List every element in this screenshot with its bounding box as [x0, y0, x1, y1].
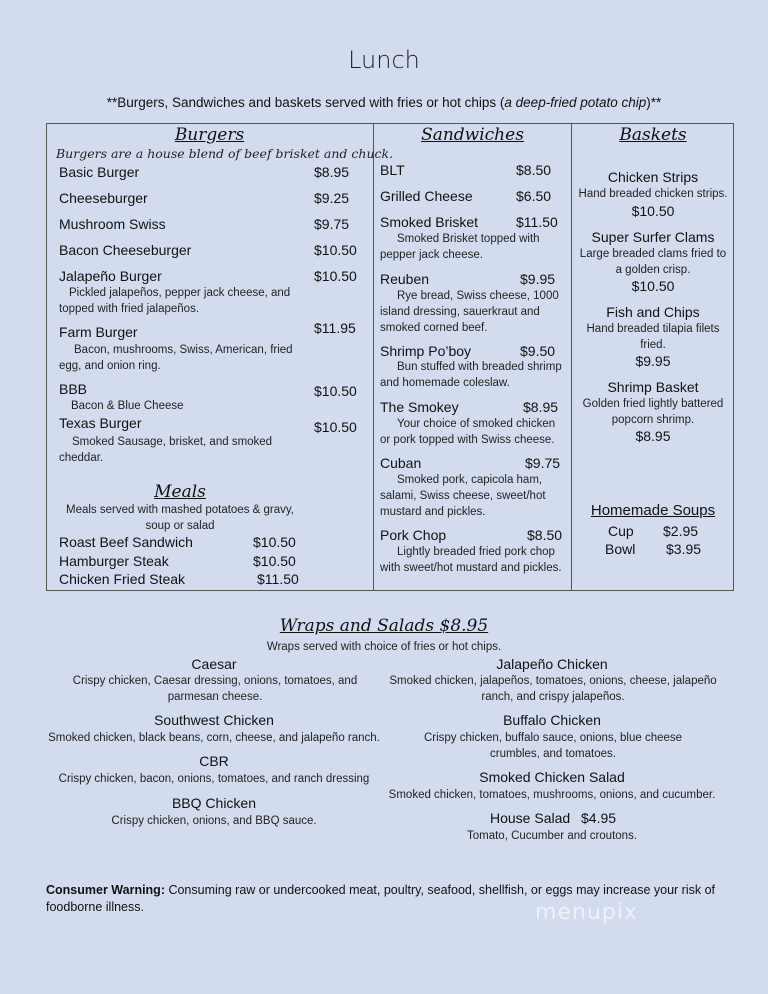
menu-item-name: Shrimp Basket — [607, 379, 699, 395]
menu-item-price: $9.95 — [520, 271, 556, 287]
menu-item-name: Roast Beef Sandwich — [59, 534, 193, 550]
menu-item-desc: Crispy chicken, Caesar dressing, onions, tomatoes, and parmesan cheese. — [72, 675, 358, 703]
menu-item-price: $10.50 — [631, 278, 675, 294]
menu-item-name: Cheeseburger — [59, 190, 148, 206]
menu-item-name: Chicken Strips — [607, 169, 699, 185]
menu-item-name: BBB — [59, 381, 88, 397]
menu-item-desc: Golden fried lightly battered popcorn shrimp. — [582, 398, 724, 426]
menu-item-desc: Crispy chicken, bacon, onions, tomatoes, and ranch dressing — [58, 773, 370, 785]
page-title: Lunch — [348, 46, 420, 74]
menu-item-desc: Bun stuffed with breaded shrimp and homemade coleslaw. — [380, 361, 562, 389]
menu-item-name: The Smokey — [380, 399, 459, 415]
column-divider — [571, 123, 572, 591]
menu-item-price: $2.95 — [663, 523, 699, 539]
menu-item-price: $10.50 — [314, 242, 357, 258]
soups-heading: Homemade Soups — [590, 502, 716, 519]
menu-item-price: $9.75 — [314, 216, 350, 232]
menu-item-name: Jalapeño Burger — [59, 268, 162, 284]
menu-item-name: BBQ Chicken — [171, 795, 257, 811]
menu-item-price: $11.50 — [257, 571, 299, 587]
menu-item-name: Super Surfer Clams — [591, 229, 715, 245]
menu-item-desc: Hand breaded chicken strips. — [578, 188, 728, 200]
consumer-warning: Consumer Warning: Consuming raw or undercooked meat, poultry, seafood, shellfish, or eggs may increase your risk of foodborne illness. — [46, 883, 716, 914]
menu-item-price: $10.50 — [253, 553, 296, 569]
menu-item-desc: Your choice of smoked chicken or pork topped with Swiss cheese. — [380, 418, 556, 446]
menu-item-name: House Salad — [490, 810, 571, 826]
menu-item-price: $9.50 — [520, 343, 556, 359]
menu-item-name: Basic Burger — [59, 164, 140, 180]
wraps-note: Wraps served with choice of fries or hot chips. — [266, 641, 502, 653]
menu-item-name: Buffalo Chicken — [503, 712, 601, 728]
baskets-heading: Baskets — [619, 125, 687, 145]
menu-item-name: Bacon Cheeseburger — [59, 242, 192, 258]
menu-item-price: $11.95 — [314, 320, 356, 336]
menu-item-price: $10.50 — [631, 203, 675, 219]
menu-item-price: $9.95 — [635, 353, 671, 369]
menu-item-desc: Bacon & Blue Cheese — [71, 400, 184, 412]
menu-item-price: $3.95 — [666, 541, 702, 557]
menu-item-name: Mushroom Swiss — [59, 216, 166, 232]
menu-item-desc: Smoked chicken, black beans, corn, cheese, and jalapeño ranch. — [48, 732, 380, 744]
menu-item-desc: Crispy chicken, onions, and BBQ sauce. — [111, 815, 317, 827]
menu-item-name: Cup — [608, 523, 634, 539]
menu-item-name: Hamburger Steak — [59, 553, 169, 569]
menu-item-name: Chicken Fried Steak — [59, 571, 186, 587]
menu-item-name: Grilled Cheese — [380, 188, 473, 204]
menu-item-desc: Smoked chicken, jalapeños, tomatoes, onions, cheese, jalapeño ranch, and crispy jalapeños. — [389, 675, 717, 703]
meals-note: Meals served with mashed potatoes & gravy, soup or salad — [66, 504, 294, 532]
menu-item-price: $8.50 — [516, 162, 552, 178]
menu-item-name: Cuban — [380, 455, 422, 471]
menu-item-price: $6.50 — [516, 188, 552, 204]
menu-item-desc: Pickled jalapeños, pepper jack cheese, and topped with fried jalapeños. — [59, 287, 291, 315]
menu-item-name: CBR — [199, 753, 229, 769]
menu-item-price: $8.95 — [314, 164, 350, 180]
burgers-note: Burgers are a house blend of beef brisket and chuck. — [56, 146, 394, 161]
wraps-heading: Wraps and Salads $8.95 — [279, 616, 489, 636]
menu-item-price: $10.50 — [314, 383, 357, 399]
watermark: menupix — [535, 900, 638, 925]
menu-item-name: Southwest Chicken — [154, 712, 274, 728]
column-divider — [373, 123, 374, 591]
menu-item-name: BLT — [380, 162, 405, 178]
menu-item-desc: Hand breaded tilapia filets fried. — [586, 323, 720, 351]
menu-item-desc: Smoked Brisket topped with pepper jack cheese. — [380, 233, 540, 261]
menu-item-name: Smoked Chicken Salad — [479, 769, 625, 785]
menu-item-desc: Large breaded clams fried to a golden crisp. — [579, 248, 727, 276]
menu-item-price: $8.95 — [523, 399, 559, 415]
menu-item-price: $9.25 — [314, 190, 350, 206]
menu-item-desc: Smoked chicken, tomatoes, mushrooms, onions, and cucumber. — [388, 789, 716, 801]
menu-item-price: $8.95 — [635, 428, 671, 444]
menu-item-name: Pork Chop — [380, 527, 447, 543]
meals-heading: Meals — [154, 482, 206, 502]
menu-item-desc: Smoked pork, capicola ham, salami, Swiss cheese, sweet/hot mustard and pickles. — [380, 474, 546, 518]
menu-item-name: Farm Burger — [59, 324, 138, 340]
burgers-heading: Burgers — [174, 125, 245, 145]
menu-item-desc: Tomato, Cucumber and croutons. — [466, 830, 638, 842]
menu-item-price: $10.50 — [253, 534, 296, 550]
menu-item-name: Texas Burger — [59, 415, 142, 431]
menu-item-name: Bowl — [605, 541, 636, 557]
menu-item-price: $8.50 — [527, 527, 563, 543]
menu-item-desc: Bacon, mushrooms, Swiss, American, fried egg, and onion ring. — [59, 344, 293, 372]
menu-item-desc: Rye bread, Swiss cheese, 1000 island dressing, sauerkraut and smoked corned beef. — [380, 290, 559, 334]
menu-item-desc: Smoked Sausage, brisket, and smoked cheddar. — [59, 436, 273, 464]
menu-item-name: Shrimp Po’boy — [380, 343, 472, 359]
sandwiches-heading: Sandwiches — [421, 125, 524, 145]
menu-item-name: Jalapeño Chicken — [496, 656, 608, 672]
menu-item-desc: Crispy chicken, buffalo sauce, onions, blue cheese crumbles, and tomatoes. — [423, 732, 683, 760]
menu-item-price: $10.50 — [314, 268, 357, 284]
menu-item-price: $11.50 — [516, 214, 558, 230]
menu-item-name: Smoked Brisket — [380, 214, 479, 230]
menu-item-desc: Lightly breaded fried pork chop with sweet/hot mustard and pickles. — [380, 546, 562, 574]
menu-item-name: Reuben — [380, 271, 430, 287]
intro-note: **Burgers, Sandwiches and baskets served with fries or hot chips (a deep-fried potato chip)** — [106, 95, 662, 110]
menu-item-price: $9.75 — [525, 455, 561, 471]
menu-item-price: $4.95 — [581, 810, 617, 826]
menu-item-name: Caesar — [191, 656, 237, 672]
menu-item-name: Fish and Chips — [606, 304, 700, 320]
menu-item-price: $10.50 — [314, 419, 357, 435]
